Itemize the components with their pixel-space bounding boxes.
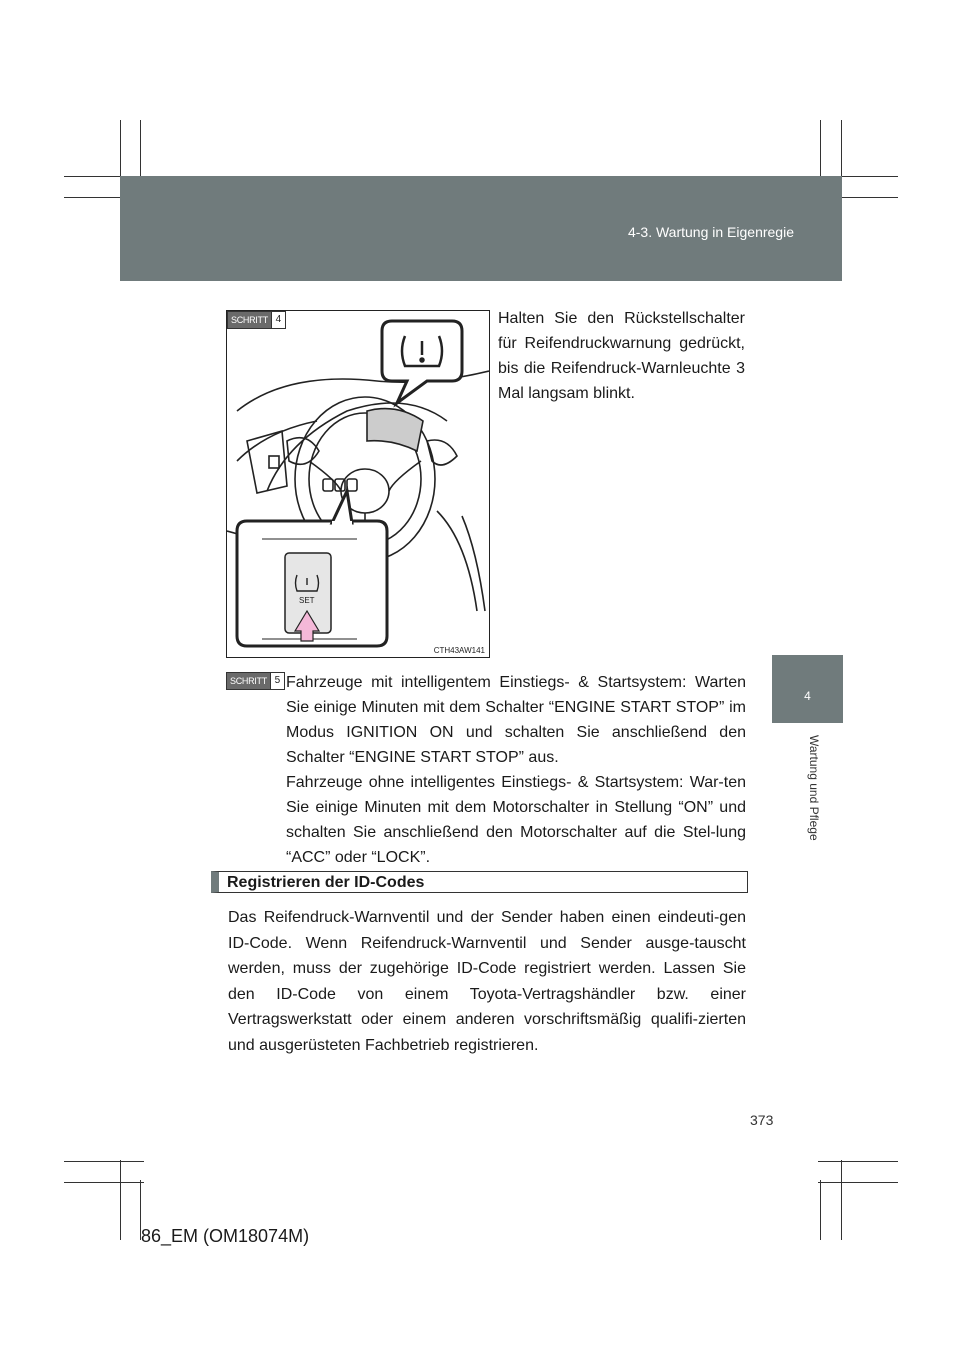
crop-mark (120, 1160, 121, 1240)
section-body: Das Reifendruck-Warnventil und der Sender haben einen eindeuti-gen ID-Code. Wenn Reifendruck-Warnventil und Sender ausge-tauscht werden, muss der zugehörige ID-Code registriert werden. Lassen Sie den ID-Code von einem Toyota-Vertragshändler bzw. einer Vertragswerkstatt oder einem anderen vorschriftsmäßig qualifi-zierten und ausgerüsteten Fachbetrieb registrieren. (228, 909, 746, 1054)
crop-mark (64, 1161, 144, 1162)
step5-paragraph: Fahrzeuge mit intelligentem Einstiegs- & Startsystem: Warten Sie einige Minuten mit dem Schalter “ENGINE START STOP” im Modus IGNITION ON und schalten Sie anschließend den Schalter “ENGINE START STOP” aus. (286, 674, 746, 766)
figure-code: CTH43AW141 (433, 646, 485, 655)
footer-code: 86_EM (OM18074M) (141, 1226, 310, 1246)
chapter-tab (772, 655, 843, 723)
crop-mark (820, 1180, 821, 1240)
step5-paragraph: Fahrzeuge ohne intelligentes Einstiegs- & Startsystem: War-ten Sie einige Minuten mit dem Motorschalter in Stellung “ON” und schalten Sie anschließend den Motorschalter auf die Stel-lung “ACC” oder “LOCK”. (286, 774, 746, 866)
page-number: 373 (750, 1112, 774, 1128)
step4-illustration (226, 310, 490, 658)
step4-badge: SCHRITT 4 (227, 311, 286, 329)
step5-text (286, 670, 746, 870)
crop-mark (64, 1182, 144, 1183)
step4-text: Halten Sie den Rückstellschalter für Reifendruckwarnung gedrückt, bis die Reifendruck-Warnleuchte 3 Mal langsam blinkt. (498, 310, 745, 402)
chapter-title: Wartung und Pflege (807, 735, 821, 841)
crop-mark (841, 1160, 842, 1240)
crop-mark (818, 1182, 898, 1183)
crop-mark (818, 1161, 898, 1162)
set-label: SET (299, 596, 315, 605)
dashboard-drawing (227, 311, 489, 657)
section-title: 4-3. Wartung in Eigenregie (627, 224, 794, 240)
section-heading: Registrieren der ID-Codes (211, 871, 748, 893)
header-band (120, 176, 842, 281)
step5-badge: SCHRITT 5 (226, 672, 285, 690)
chapter-number: 4 (804, 689, 811, 703)
